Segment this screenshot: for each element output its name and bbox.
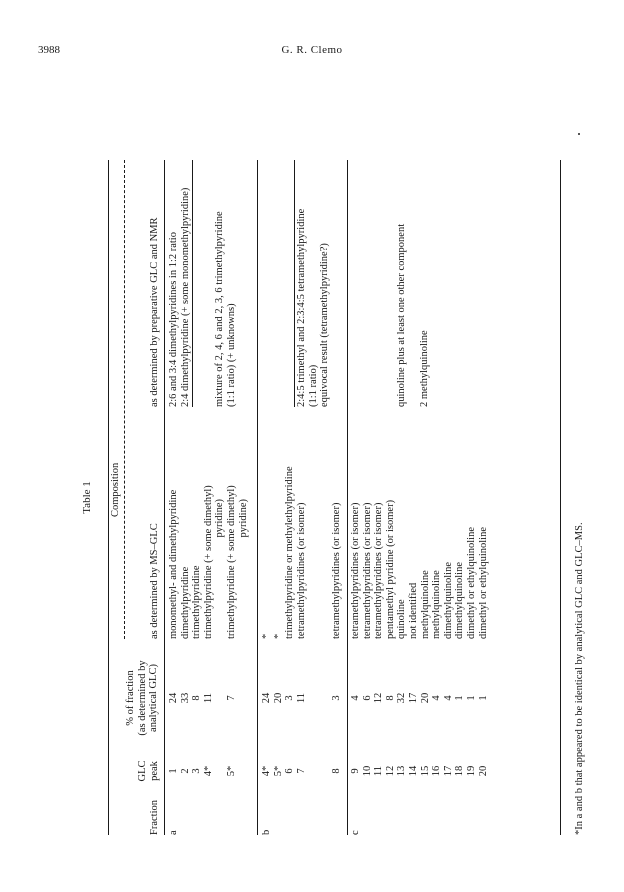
table-cell: 32 [396, 692, 408, 704]
table-cell: 1 [477, 695, 489, 701]
table-cell: 5* [272, 765, 284, 777]
pcts-b [261, 649, 342, 747]
top-rule [108, 160, 109, 835]
table-cell: 9 [350, 768, 361, 774]
table-cell: dimethyl or ethylquinoline [477, 527, 489, 639]
table-cell: 8 [384, 695, 396, 701]
table-cell: tetramethylpyridines (or isomer) [361, 502, 373, 639]
table-cell: 2:4 dimethylpyridine (+ some monomethylpyridine) [179, 187, 191, 407]
table-cell: pentamethyl pyridine (or isomer) [384, 499, 396, 639]
peaks-a [168, 751, 238, 791]
header-ms-glc: as determined by MS–GLC [149, 523, 160, 639]
table-cell: mixture of 2, 4, 6 and 2, 3, 6 trimethylpyridine [214, 211, 226, 407]
table-cell: (1:1 ratio) [307, 364, 319, 407]
table-cell: trimethylpyridine (+ some dimethyl) [202, 485, 214, 639]
table-cell: trimethylpyridine [191, 565, 203, 639]
table-cell: 17 [442, 765, 454, 777]
table-cell: 4* [202, 765, 214, 777]
table-cell: 11 [202, 692, 214, 704]
table-cell: quinoline plus at least one other component [396, 223, 407, 407]
table-cell [307, 649, 319, 747]
table-cell: trimethylpyridine or methylethylpyridine [284, 466, 296, 639]
table-cell: 19 [465, 765, 477, 777]
table-cell: equivocal result (tetramethylpyridine?) [319, 243, 331, 407]
peaks-c [350, 751, 489, 791]
header-pct-line: % of fraction [125, 670, 136, 726]
speck [578, 133, 580, 135]
table-cell: 5* [225, 765, 237, 777]
header-glc-peak [137, 751, 160, 791]
table-cell: 1 [168, 768, 179, 774]
table-cell: 4* [261, 765, 272, 777]
table-cell: 16 [431, 765, 443, 777]
table-cell: 7 [225, 695, 237, 701]
table-cell: 24 [261, 692, 272, 704]
table-cell: 8 [191, 695, 203, 701]
table-cell: 4 [350, 695, 361, 701]
table-cell: methylquinoline [431, 570, 443, 639]
table-title: Table 1 [81, 481, 93, 514]
table-cell: 1 [465, 695, 477, 701]
table-cell: 13 [396, 765, 408, 777]
page-number: 3988 [38, 44, 60, 56]
table-cell: 3 [191, 768, 203, 774]
table-cell: methylquinoline [419, 570, 431, 639]
table-cell: tetramethylpyridines (or isomer) [373, 502, 385, 639]
table-cell: dimethylquinoline [454, 562, 466, 639]
running-head: G. R. Clemo [281, 44, 343, 56]
table-cell: monomethyl- and dimethylpyridine [168, 489, 179, 639]
prep-a [168, 188, 238, 407]
table-cell: 20 [272, 692, 284, 704]
table-cell: tetramethylpyridines (or isomer) [350, 502, 361, 639]
bottom-rule [560, 160, 561, 835]
table-cell: 10 [361, 765, 373, 777]
table-cell [319, 751, 331, 791]
table-cell: quinoline [396, 599, 408, 639]
header-composition: Composition [110, 462, 121, 517]
header-glc-peak-line: GLC [137, 760, 148, 782]
table-cell [319, 649, 331, 747]
table-cell: pyridine) [214, 499, 226, 538]
ms-glc-c [350, 500, 489, 639]
table-cell: pyridine) [237, 499, 249, 538]
table-cell: 3 [284, 695, 296, 701]
table-cell: 20 [477, 765, 489, 777]
fraction-c: c [350, 830, 361, 835]
table-cell: 33 [179, 692, 191, 704]
header-fraction: Fraction [149, 800, 160, 835]
ms-glc-a [168, 485, 249, 639]
composition-rule [124, 160, 125, 639]
table-cell: dimethylquinoline [442, 562, 454, 639]
table-cell: 12 [384, 765, 396, 777]
header-prep-nmr: as determined by preparative GLC and NMR [149, 217, 160, 407]
header-pct-line: analytical GLC) [148, 664, 160, 732]
table-cell: 1 [454, 695, 466, 701]
group-rule-a [257, 160, 258, 835]
table-cell: 14 [407, 765, 419, 777]
prep-b-subrule [294, 160, 295, 407]
fraction-a: a [168, 830, 179, 835]
table-cell [203, 188, 215, 407]
table-cell: 15 [419, 765, 431, 777]
table-cell: 2 methylquinoline [419, 330, 431, 407]
header-glc-peak-line: peak [148, 761, 160, 781]
header-pct-fraction [125, 649, 160, 747]
table-cell: 3 [330, 695, 342, 701]
table-cell: 11 [295, 692, 307, 704]
table-cell: 2:6 and 3:4 dimethylpyridines in 1:2 ratio [168, 232, 179, 407]
table-cell: 2 [179, 768, 191, 774]
fraction-b: b [261, 829, 272, 835]
table-cell: 4 [442, 695, 454, 701]
ms-glc-b [261, 466, 342, 639]
table-cell: dimethyl or ethylquinoline [465, 527, 477, 639]
table-cell: 11 [373, 765, 385, 777]
table-cell: 4 [431, 695, 443, 701]
table-cell: 12 [373, 692, 385, 704]
table-cell: 6 [284, 768, 296, 774]
table-cell [307, 466, 319, 639]
pcts-c [350, 649, 489, 747]
prep-c [396, 224, 431, 407]
header-pct-line: (as determined by [136, 660, 148, 736]
table-cell: 18 [454, 765, 466, 777]
table-cell: 6 [361, 695, 373, 701]
group-rule-b [347, 160, 348, 835]
table-block [82, 160, 584, 835]
table-cell [214, 649, 226, 747]
table-cell [214, 751, 226, 791]
table-cell: 2:4:5 trimethyl and 2:3:4:5 tetramethylpyridine [296, 208, 307, 407]
table-cell: * [261, 633, 272, 639]
table-cell: 20 [419, 692, 431, 704]
table-cell: 7 [295, 768, 307, 774]
table-cell: * [272, 633, 284, 639]
header-rule [164, 160, 165, 835]
prep-a-subrule [192, 160, 193, 407]
table-cell: tetramethylpyridines (or isomer) [295, 502, 307, 639]
table-cell: (1:1 ratio) (+ unknowns) [225, 303, 237, 407]
pcts-a [168, 649, 238, 747]
table-cell: 8 [330, 768, 342, 774]
table-cell: tetramethylpyridines (or isomer) [330, 502, 342, 639]
table-cell: dimethylpyridine [179, 566, 191, 639]
table-cell: not identified [407, 582, 419, 639]
table-cell [319, 466, 331, 639]
table-cell: 17 [407, 692, 419, 704]
table-cell: trimethylpyridine (+ some dimethyl) [225, 485, 237, 639]
table-cell: 24 [168, 692, 179, 704]
peaks-b [261, 751, 342, 791]
table-cell [307, 751, 319, 791]
prep-b [296, 209, 331, 407]
table-footnote: *In a and b that appeared to be identical by analytical GLC and GLC–MS. [574, 522, 585, 835]
